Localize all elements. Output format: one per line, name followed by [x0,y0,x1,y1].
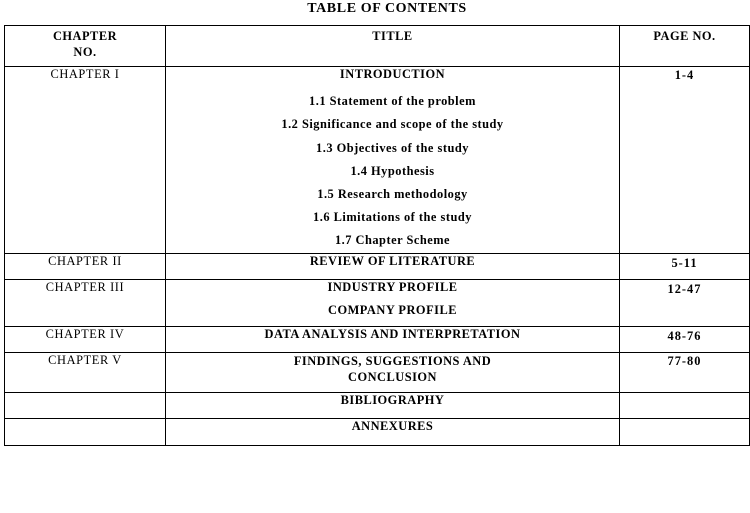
title-line: 1.6 Limitations of the study [313,210,472,225]
chapter-cell: CHAPTER V [5,353,166,393]
header-page-no: PAGE NO. [620,26,750,67]
title-line: DATA ANALYSIS AND INTERPRETATION [264,327,521,341]
header-chapter-line2: NO. [73,45,97,59]
title-line: INDUSTRY PROFILE [327,280,458,294]
table-row [5,393,750,419]
title-line: REVIEW OF LITERATURE [309,254,476,268]
title-cell [166,280,620,327]
table-header-row [5,26,750,67]
title-cell [166,353,620,393]
title-line: 1.3 Objectives of the study [316,140,469,155]
title-line: 1.1 Statement of the problem [309,94,476,109]
title-line: BIBLIOGRAPHY [340,393,445,407]
table-row [5,419,750,446]
title-line: CONCLUSION [348,370,437,384]
title-cell [166,393,620,419]
chapter-cell: CHAPTER II [5,254,166,280]
title-line: FINDINGS, SUGGESTIONS AND [293,354,492,368]
chapter-cell [5,393,166,419]
table-row [5,327,750,353]
table-row [5,280,750,327]
page-title: TABLE OF CONTENTS [307,1,467,16]
page-cell: 1-4 [620,67,750,254]
page-cell: 48-76 [620,327,750,353]
title-line: 1.4 Hypothesis [350,163,435,178]
title-cell [166,419,620,446]
page-cell: 12-47 [620,280,750,327]
header-chapter-no [5,26,166,67]
page-cell [620,393,750,419]
header-title: TITLE [166,26,620,67]
title-cell [166,327,620,353]
title-line: INTRODUCTION [339,67,446,81]
title-line: 1.2 Significance and scope of the study [281,117,504,132]
table-row [5,353,750,393]
table-row [5,67,750,254]
title-cell [166,254,620,280]
header-chapter-line1: CHAPTER [52,29,118,43]
chapter-cell: CHAPTER I [5,67,166,254]
title-line: 1.7 Chapter Scheme [334,233,451,248]
table-row [5,254,750,280]
page-cell: 77-80 [620,353,750,393]
title-cell [166,67,620,254]
title-line: COMPANY PROFILE [328,303,457,317]
title-line: ANNEXURES [351,419,434,433]
chapter-cell: CHAPTER IV [5,327,166,353]
title-line: 1.5 Research methodology [317,187,468,201]
table-of-contents [4,25,750,446]
chapter-cell: CHAPTER III [5,280,166,327]
page-cell: 5-11 [620,254,750,280]
chapter-cell [5,419,166,446]
page-cell [620,419,750,446]
